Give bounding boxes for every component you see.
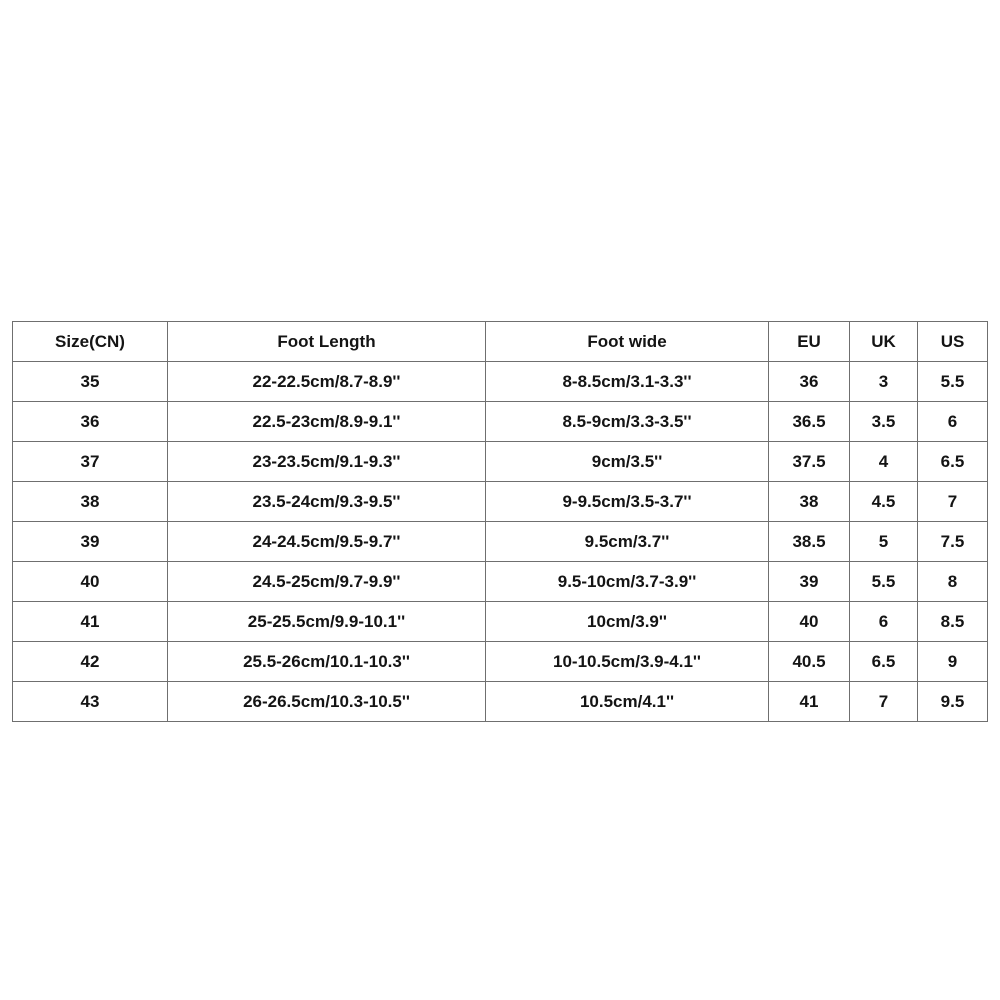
cell-foot-wide: 8-8.5cm/3.1-3.3''	[486, 362, 769, 402]
cell-uk: 7	[850, 682, 918, 722]
cell-eu: 37.5	[769, 442, 850, 482]
cell-uk: 6	[850, 602, 918, 642]
cell-size-cn: 36	[13, 402, 168, 442]
cell-foot-length: 22.5-23cm/8.9-9.1''	[168, 402, 486, 442]
cell-foot-wide: 9.5cm/3.7''	[486, 522, 769, 562]
cell-foot-length: 25.5-26cm/10.1-10.3''	[168, 642, 486, 682]
cell-foot-wide: 9cm/3.5''	[486, 442, 769, 482]
cell-eu: 39	[769, 562, 850, 602]
cell-size-cn: 35	[13, 362, 168, 402]
header-size-cn: Size(CN)	[13, 322, 168, 362]
cell-us: 9	[918, 642, 988, 682]
cell-foot-wide: 10cm/3.9''	[486, 602, 769, 642]
cell-us: 9.5	[918, 682, 988, 722]
cell-size-cn: 41	[13, 602, 168, 642]
cell-us: 8.5	[918, 602, 988, 642]
cell-foot-wide: 10-10.5cm/3.9-4.1''	[486, 642, 769, 682]
table-row	[13, 522, 988, 562]
cell-foot-wide: 9-9.5cm/3.5-3.7''	[486, 482, 769, 522]
table-row	[13, 642, 988, 682]
cell-foot-wide: 9.5-10cm/3.7-3.9''	[486, 562, 769, 602]
cell-uk: 5	[850, 522, 918, 562]
cell-foot-length: 24-24.5cm/9.5-9.7''	[168, 522, 486, 562]
cell-size-cn: 38	[13, 482, 168, 522]
cell-uk: 4	[850, 442, 918, 482]
cell-foot-length: 23.5-24cm/9.3-9.5''	[168, 482, 486, 522]
cell-us: 7.5	[918, 522, 988, 562]
cell-uk: 4.5	[850, 482, 918, 522]
cell-foot-length: 26-26.5cm/10.3-10.5''	[168, 682, 486, 722]
cell-foot-length: 25-25.5cm/9.9-10.1''	[168, 602, 486, 642]
table-row	[13, 362, 988, 402]
size-chart-table	[12, 321, 988, 722]
cell-us: 8	[918, 562, 988, 602]
cell-us: 5.5	[918, 362, 988, 402]
cell-eu: 40.5	[769, 642, 850, 682]
cell-eu: 38.5	[769, 522, 850, 562]
cell-uk: 6.5	[850, 642, 918, 682]
cell-uk: 3	[850, 362, 918, 402]
cell-foot-wide: 8.5-9cm/3.3-3.5''	[486, 402, 769, 442]
table-row	[13, 402, 988, 442]
table-row	[13, 682, 988, 722]
table-row	[13, 602, 988, 642]
header-us: US	[918, 322, 988, 362]
cell-eu: 36.5	[769, 402, 850, 442]
table-row	[13, 562, 988, 602]
cell-eu: 41	[769, 682, 850, 722]
cell-eu: 36	[769, 362, 850, 402]
table-row	[13, 482, 988, 522]
header-uk: UK	[850, 322, 918, 362]
cell-foot-wide: 10.5cm/4.1''	[486, 682, 769, 722]
table-row	[13, 442, 988, 482]
header-foot-length: Foot Length	[168, 322, 486, 362]
cell-foot-length: 24.5-25cm/9.7-9.9''	[168, 562, 486, 602]
cell-size-cn: 43	[13, 682, 168, 722]
cell-us: 7	[918, 482, 988, 522]
cell-us: 6	[918, 402, 988, 442]
cell-uk: 5.5	[850, 562, 918, 602]
cell-us: 6.5	[918, 442, 988, 482]
header-foot-wide: Foot wide	[486, 322, 769, 362]
cell-size-cn: 39	[13, 522, 168, 562]
cell-size-cn: 37	[13, 442, 168, 482]
cell-eu: 40	[769, 602, 850, 642]
table-header-row	[13, 322, 988, 362]
cell-uk: 3.5	[850, 402, 918, 442]
cell-foot-length: 23-23.5cm/9.1-9.3''	[168, 442, 486, 482]
cell-size-cn: 40	[13, 562, 168, 602]
header-eu: EU	[769, 322, 850, 362]
cell-foot-length: 22-22.5cm/8.7-8.9''	[168, 362, 486, 402]
cell-size-cn: 42	[13, 642, 168, 682]
cell-eu: 38	[769, 482, 850, 522]
